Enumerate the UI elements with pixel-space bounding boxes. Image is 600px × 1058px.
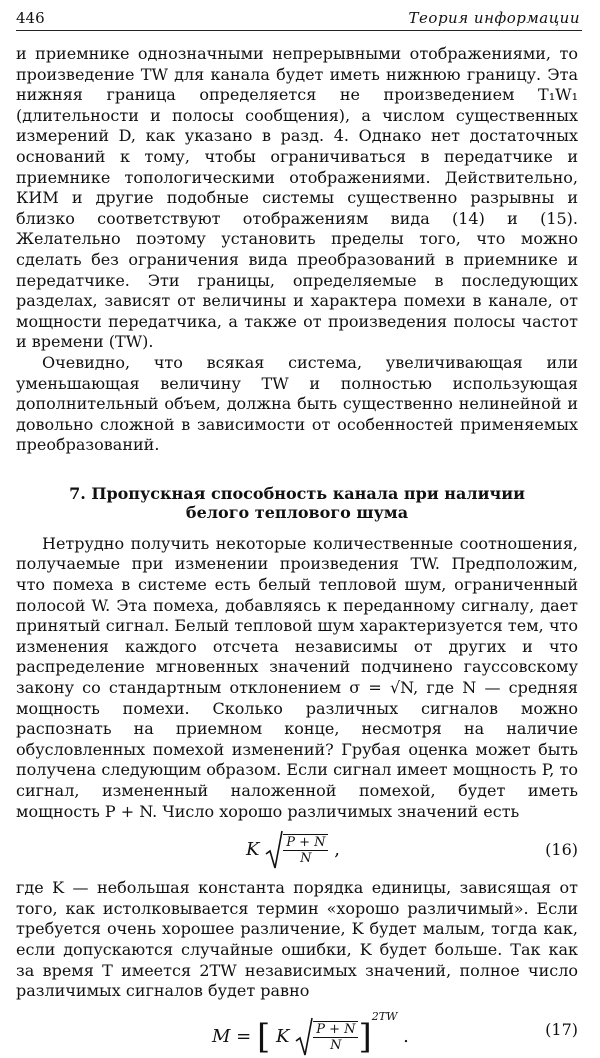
equation-16 — [16, 828, 578, 874]
paragraph-4: где K — небольшая константа порядка единицы, зависящая от того, как истолковывается термин «хорошо различимый». Если требуется очень хорошее различение, K будет малым, тогда как, если допускаются случайные ошибки, K будет больше. Так как за время T имеется 2TW независимых значений, полное число различимых сигналов будет равно — [16, 878, 578, 1001]
sqrt-symbol-icon — [265, 830, 283, 870]
formula-16-trail: , — [334, 839, 340, 861]
paragraph-1: и приемнике однозначными непрерывными отображениями, то произведение TW для канала будет иметь нижнюю границу. Эта нижняя граница определяется не произведением T₁W₁ (длительности и полосы сообщения), а числом существенных измерений D, как указано в разд. 4. Однако нет достаточных оснований к тому, чтобы ограничиваться в передатчике и приемнике топологическими отображениями. Действительно, КИМ и другие подобные системы существенно разрывны и близко соответствуют отображениям вида (14) и (15). Желательно поэтому установить пределы того, что можно сделать без ограничения вида преобразований в приемнике и передатчике. Эти границы, определяемые в последующих разделах, зависят от величины и характера помехи в канале, от мощности передатчика, а также от произведения полосы частот и времени (TW). — [16, 44, 578, 352]
section-heading — [16, 484, 578, 522]
formula-17-denominator: N — [330, 1037, 342, 1053]
page-header — [16, 6, 582, 31]
formula-17-fraction — [313, 1021, 358, 1053]
running-title: Теория информации — [408, 9, 580, 27]
formula-17-lhs: M — [212, 1025, 231, 1047]
formula-16-fraction — [283, 834, 328, 866]
right-bracket-icon: ] — [358, 1016, 372, 1057]
sqrt-symbol-icon — [295, 1017, 313, 1057]
section-heading-line-2: белого теплового шума — [185, 502, 409, 522]
formula-17-exponent: 2TW — [371, 1009, 398, 1023]
page-number: 446 — [16, 9, 45, 27]
equals-sign: = — [236, 1025, 252, 1047]
formula-17-coef: K — [276, 1025, 290, 1047]
formula-16-coef: K — [246, 839, 260, 861]
section-heading-line-1: 7. Пропускная способность канала при наличии — [69, 483, 525, 503]
equation-number-16: (16) — [545, 840, 578, 860]
formula-16-denominator: N — [300, 851, 312, 867]
equation-number-17: (17) — [545, 1019, 578, 1039]
formula-16 — [246, 830, 340, 870]
paragraph-2: Очевидно, что всякая система, увеличивающая или уменьшающая величину TW и полностью использующая дополнительный объем, должна быть существенно нелинейной и довольно сложной в зависимости от особенностей применяемых преобразований. — [16, 352, 578, 455]
formula-16-numerator: P + N — [283, 835, 328, 851]
equation-17 — [16, 1008, 578, 1057]
left-bracket-icon: [ — [257, 1016, 271, 1057]
formula-17 — [212, 1010, 409, 1057]
body-text — [16, 44, 578, 1058]
paragraph-3: Нетрудно получить некоторые количественные соотношения, получаемые при изменении произведения TW. Предположим, что помеха в системе есть белый тепловой шум, ограниченный полосой W. Эта помеха, добавляясь к переданному сигналу, дает принятый сигнал. Белый тепловой шум характеризуется тем, что изменения каждого отсчета независимы от других и что распределение мгновенных значений подчинено гауссовскому закону со стандартным отклонением σ = √N, где N — средняя мощность помехи. Сколько различных сигналов можно распознать на приемном конце, несмотря на наличие обусловленных помехой изменений? Грубая оценка может быть получена следующим образом. Если сигнал имеет мощность P, то сигнал, измененный наложенной помехой, будет иметь мощность P + N. Число хорошо различимых значений есть — [16, 533, 578, 821]
formula-17-numerator: P + N — [313, 1022, 358, 1038]
formula-17-trail: . — [403, 1025, 409, 1047]
